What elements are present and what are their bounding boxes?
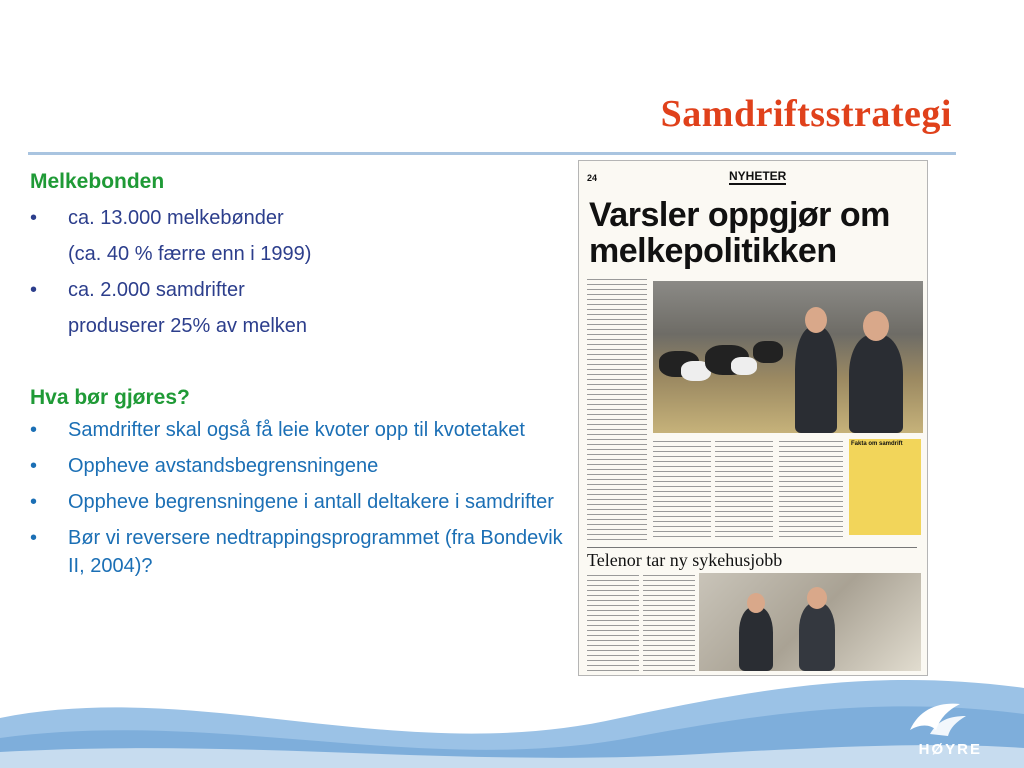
bullet-icon: • (30, 419, 38, 441)
section-heading-hva-bor-gjores: Hva bør gjøres? (30, 386, 190, 409)
bullet-icon: • (30, 491, 38, 513)
bullet-icon: • (30, 207, 38, 229)
text-content (30, 164, 570, 588)
bullet-item (30, 524, 570, 580)
bullet-text: ca. 13.000 melkebønder (68, 207, 284, 229)
bullet-item (30, 200, 570, 236)
hoyre-logo-text: HØYRE (918, 741, 982, 758)
bullet-icon: • (30, 527, 38, 549)
bullet-icon: • (30, 455, 38, 477)
bullet-continuation: produserer 25% av melken (68, 315, 308, 337)
newspaper-photo-barn (653, 281, 923, 433)
title-divider (28, 152, 956, 155)
bullet-text: Samdrifter skal også få leie kvoter opp til kvotetaket (68, 419, 525, 441)
slide-title: Samdriftsstrategi (660, 93, 952, 135)
newspaper-fact-box (849, 439, 921, 535)
newspaper-page-number: 24 (587, 173, 598, 183)
bullet-text: Bør vi reversere nedtrappingsprogrammet (fra Bondevik II, 2004)? (68, 527, 563, 577)
bullet-item (30, 452, 570, 480)
newspaper-text-column (587, 279, 647, 541)
newspaper-text-column (587, 575, 639, 671)
bullet-item (30, 488, 570, 516)
footer-wave (0, 658, 1024, 768)
newspaper-text-column (643, 575, 695, 671)
bullet-text: Oppheve begrensningene i antall deltakere i samdrifter (68, 491, 554, 513)
newspaper-clipping (578, 160, 928, 676)
newspaper-headline: Varsler oppgjør om melkepolitikken (589, 196, 890, 270)
newspaper-text-column (653, 441, 711, 541)
newspaper-photo-hospital (699, 573, 921, 671)
newspaper-text-column (779, 441, 843, 541)
bullet-continuation: (ca. 40 % færre enn i 1999) (68, 243, 312, 265)
bullet-text: Oppheve avstandsbegrensningene (68, 455, 379, 477)
section-heading-melkebonden: Melkebonden (30, 170, 165, 193)
bullet-item (30, 416, 570, 444)
bullet-text: ca. 2.000 samdrifter (68, 279, 245, 301)
newspaper-text-column (715, 441, 773, 541)
fact-box-title: Fakta om samdrift (851, 441, 903, 447)
newspaper-second-headline: Telenor tar ny sykehusjobb (587, 547, 917, 571)
newspaper-section-label: NYHETER (729, 169, 787, 183)
bullet-icon: • (30, 279, 38, 301)
bullet-item (30, 272, 570, 308)
